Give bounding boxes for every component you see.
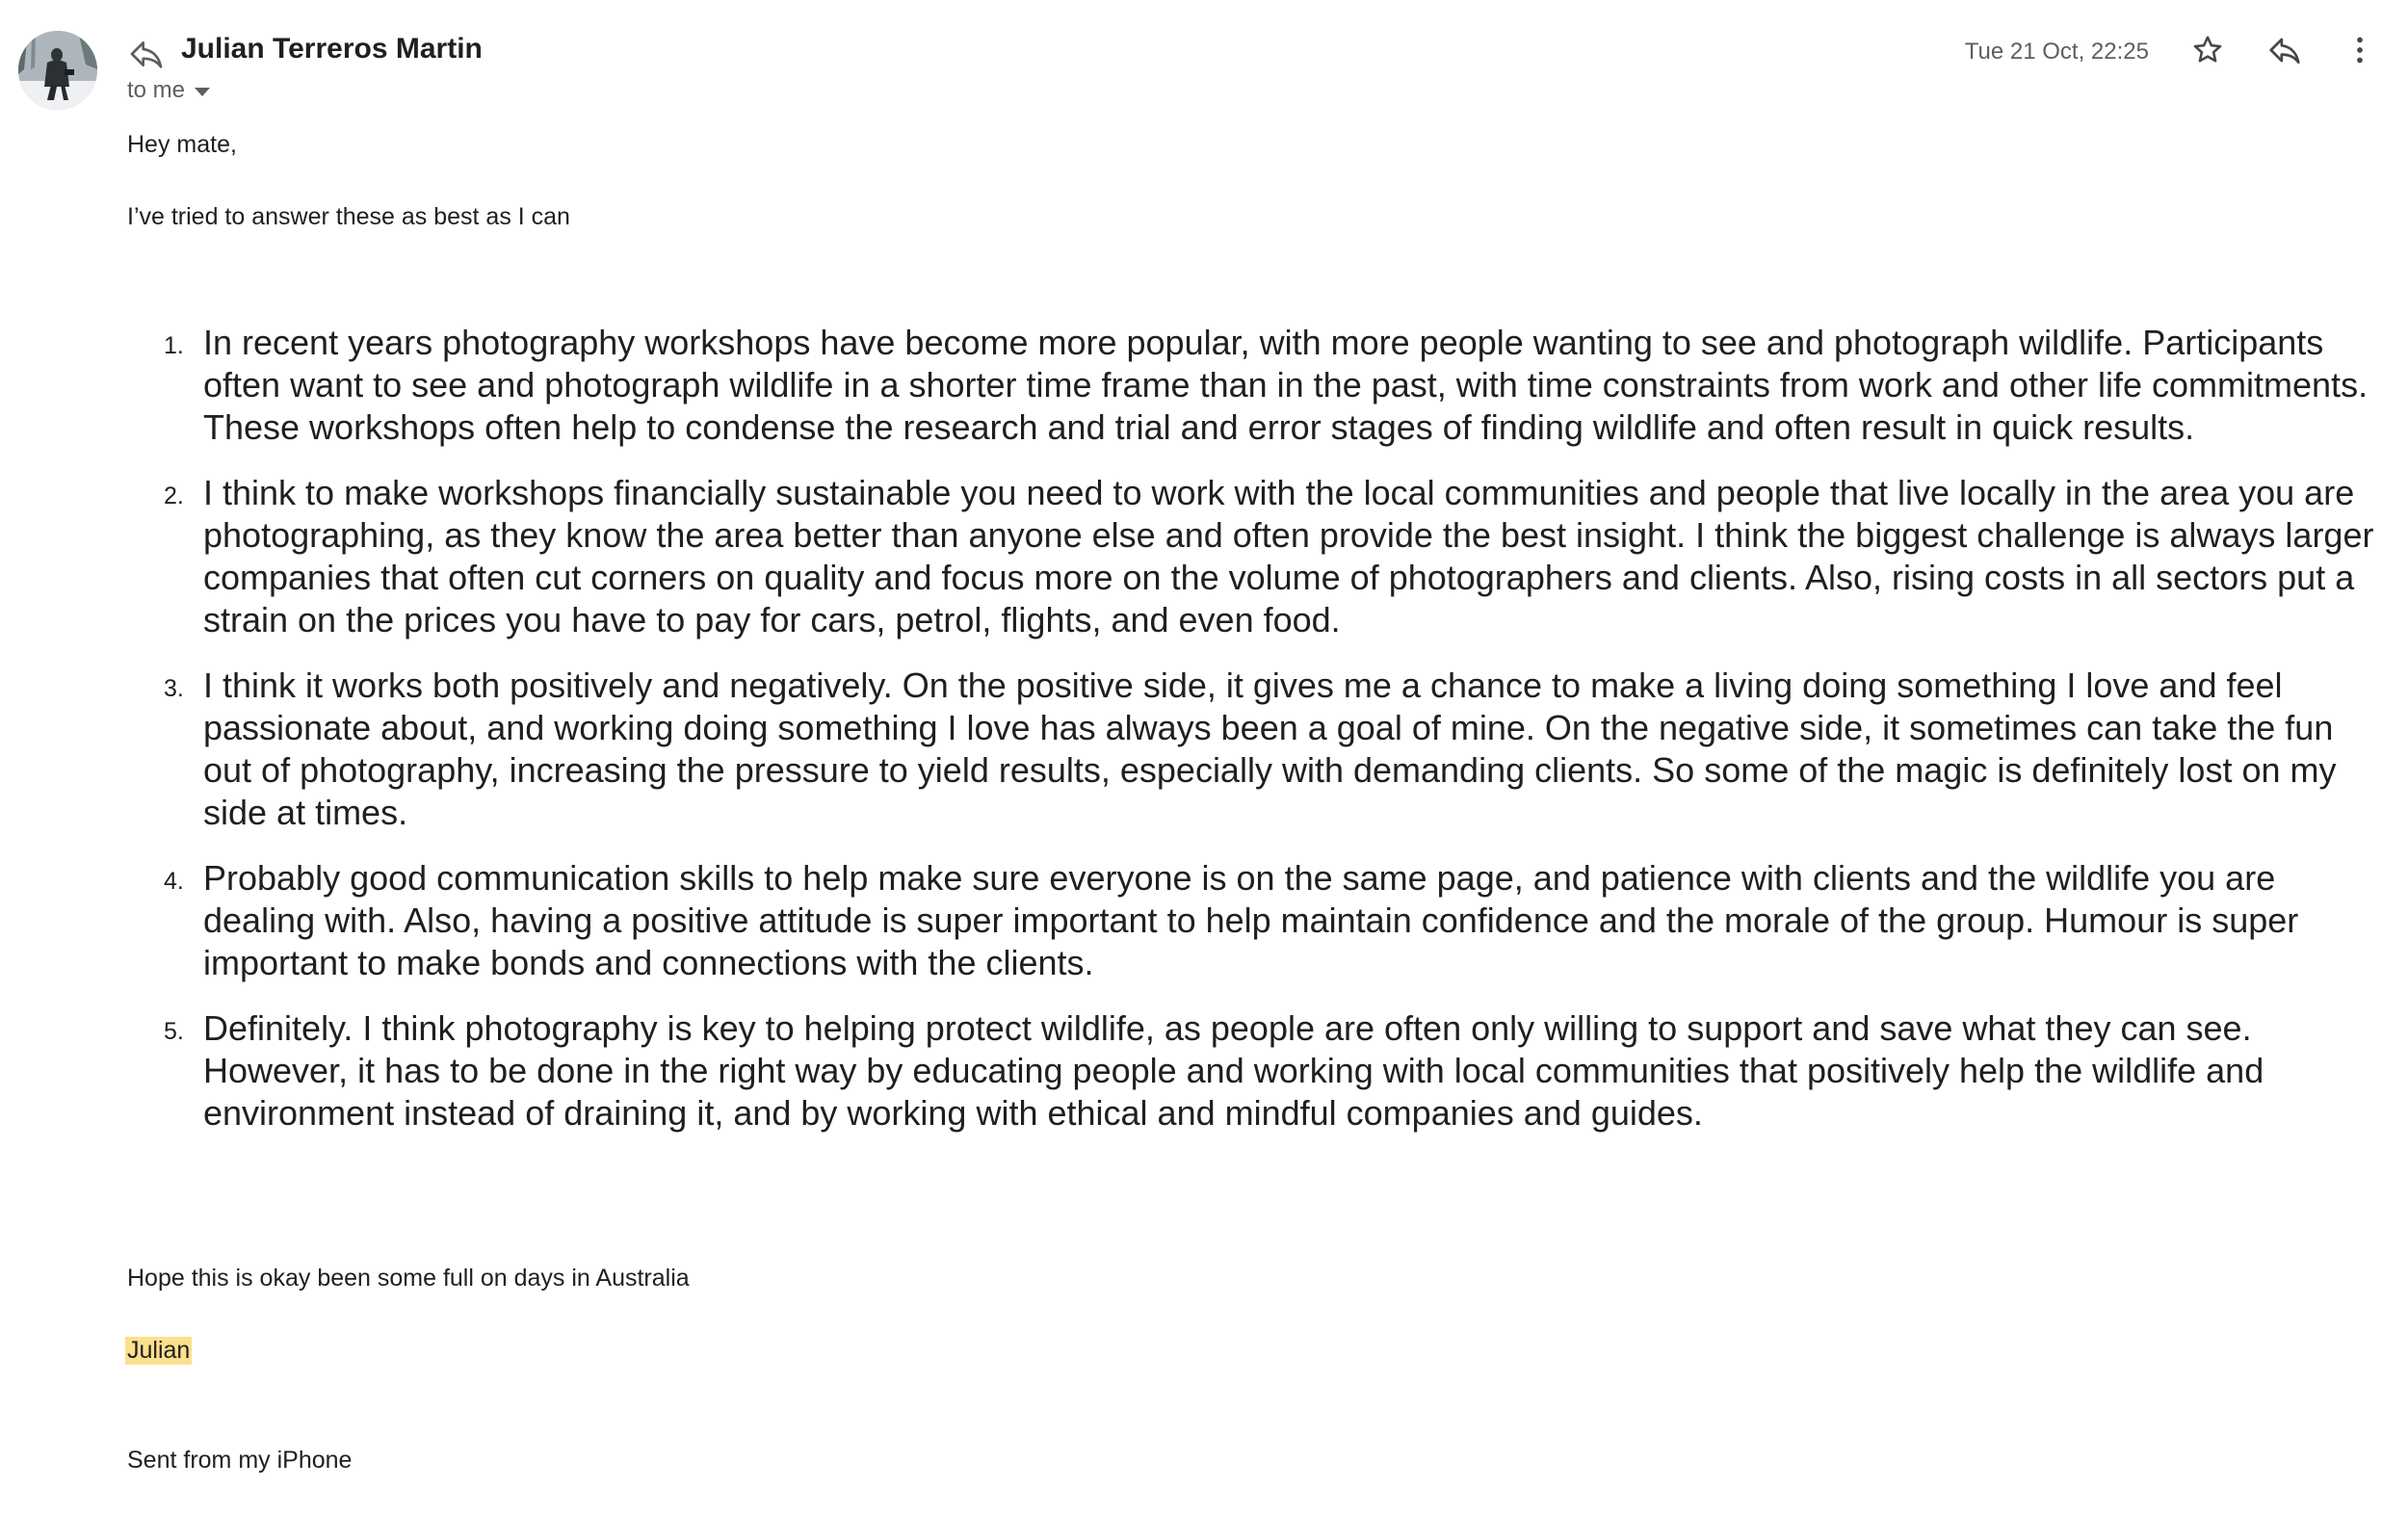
list-item [164,472,2379,641]
list-item-number: 5. [164,1018,184,1045]
star-button[interactable] [2186,29,2229,71]
more-options-button[interactable] [2339,29,2381,71]
list-item-text: Probably good communication skills to help make sure everyone is on the same page, and patience with clients and the wildlife you are dealing with. Also, having a positive attitude is super important to help maintain confidence and the morale of the group. Humour is super important to make bonds and connections with the clients. [203,858,2299,982]
reply-button[interactable] [2264,29,2306,71]
list-item [164,1007,2379,1135]
recipient-details-toggle[interactable] [127,77,210,104]
reply-arrow-icon [127,35,166,73]
list-item-number: 4. [164,868,184,895]
star-outline-icon [2190,33,2225,67]
avatar-photo [18,31,97,110]
more-vertical-icon [2343,33,2377,67]
list-item-text: I think to make workshops financially sustainable you need to work with the local communities and people that live locally in the area you are photographing, as they know the area better than anyone else and often provide the best insight. I think the biggest challenge is always larger companies that often cut corners on quality and focus more on the volume of photographers and clients. Also, rising costs in all sectors put a strain on the prices you have to pay for cars, petrol, flights, and even food. [203,473,2374,640]
list-item-text: I think it works both positively and negatively. On the positive side, it gives me a chance to make a living doing something I love and feel passionate about, and working doing something I love has always been a goal of mine. On the negative side, it sometimes can take the fun out of photography, increasing the pressure to yield results, especially with demanding clients. So some of the magic is definitely lost on my side at times. [203,666,2337,832]
email-greeting: Hey mate, [127,131,237,158]
list-item [164,857,2379,984]
list-item [164,665,2379,834]
email-signature: Julian [127,1337,191,1364]
sender-avatar[interactable] [18,31,97,110]
list-item-number: 1. [164,332,184,359]
email-sent-from: Sent from my iPhone [127,1447,353,1474]
caret-down-icon [195,88,210,96]
recipient-label: to me [127,77,186,103]
sender-name[interactable]: Julian Terreros Martin [181,33,483,65]
email-closing: Hope this is okay been some full on days in Australia [127,1265,690,1292]
list-item-number: 2. [164,483,184,509]
reply-icon [2266,32,2303,68]
email-intro: I’ve tried to answer these as best as I can [127,203,570,230]
list-item-number: 3. [164,675,184,702]
list-item [164,322,2379,449]
list-item-text: Definitely. I think photography is key to helping protect wildlife, as people are often only willing to support and save what they can see. However, it has to be done in the right way by educating people and working with local communities that positively help the wildlife and environment instead of draining it, and by working with ethical and mindful companies and guides. [203,1008,2264,1133]
email-date: Tue 21 Oct, 22:25 [1964,39,2149,65]
list-item-text: In recent years photography workshops have become more popular, with more people wanting to see and photograph wildlife. Participants often want to see and photograph wildlife in a shorter time frame than in the past, with time constraints from work and other life commitments. These workshops often help to condense the research and trial and error stages of finding wildlife and often result in quick results. [203,323,2369,447]
answers-list [164,322,2379,1158]
